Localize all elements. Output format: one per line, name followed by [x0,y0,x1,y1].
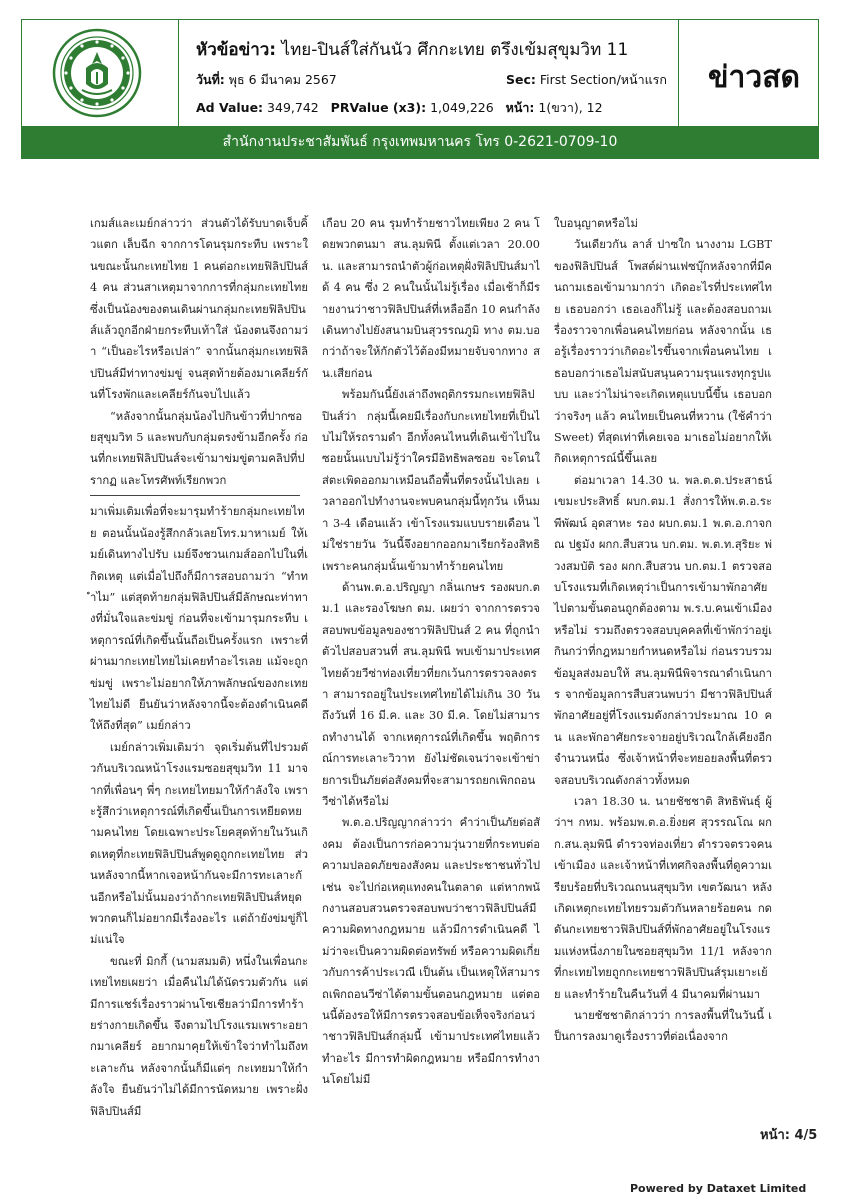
headline [196,36,628,63]
page-number-value: 4/5 [794,1128,818,1143]
section-value: First Section/หน้าแรก [539,72,667,87]
headline-text: ไทย-ปินส์ใส่กันนัว ศึกกะเทย ตรึงเข้มสุขุมวิท 11 [281,40,629,60]
pr-value-label: PRValue (x3): [330,100,427,115]
ad-value-label: Ad Value: [196,100,264,115]
header-divider-right [678,20,679,128]
paragraph: ด้านพ.ต.อ.ปริญญา กลิ่นเกษร รองผบก.ตม.1 และรองโฆษก ตม. เผยว่า จากการตรวจสอบพบข้อมูลของชาวฟิลิปปินส์ 2 คน ที่ถูกนำตัวไปสอบสวนที่ สน.ลุมพินี พบเข้ามาประเทศไทยด้วยวีซ่าท่องเที่ยวที่ยกเว้นการตรวจลงตรา สามารถอยู่ในประเทศไทยได้ไม่เกิน 30 วัน ถึงวันที่ 16 มี.ค. และ 30 มี.ค. โดยไม่สามารถทำงานได้ จากเหตุการณ์ที่เกิดขึ้น พฤติการณ์การทะเลาะวิวาท ยังไม่ชัดเจนว่าจะเข้าข่ายการเป็นภัยต่อสังคมที่จะสามารถยกเพิกถอนวีซ่าได้หรือไม่ [322,580,540,808]
paragraph: พ.ต.อ.ปริญญากล่าวว่า คำว่าเป็นภัยต่อสังคม ต้องเป็นการก่อความวุ่นวายที่กระทบต่อความปลอดภัยของสังคม และประชาชนทั่วไป เช่น จะไปก่อเหตุแทงคนในตลาด แต่หากพนักงานสอบสวนตรวจสอบพบว่าชาวฟิลิปปินส์มีความผิดทางกฎหมาย แล้วมีการดำเนินคดี ไม่ว่าจะเป็นความผิดต่อทรัพย์ หรือความผิดเกี่ยวกับการค้าประเวณี เป็นต้น เป็นเหตุให้สามารถเพิกถอนวีซ่าได้ตามขั้นตอนกฎหมาย แต่ตอนนี้ต้องรอให้มีการตรวจสอบข้อเท็จจริงก่อนว่าชาวฟิลิปปินส์กลุ่มนี้ เข้ามาประเทศไทยแล้วทำอะไร มีการทำผิดกฎหมาย หรือมีการทำงานโดยไม่มี [322,816,540,1087]
paragraph: มาเพิ่มเติมเพื่อที่จะมารุมทำร้ายกลุ่มกะเทยไทย ตอนนั้นน้องรู้สึกกลัวเลยโทร.มาหาเมย์ ให้เมย์เดินทางไปรับ เมย์จึงชวนเกมส์ออกไปในที่เกิดเหตุ แต่เมื่อไปถึงก็มีการสอบถามว่า “ทำทำไม” แต่สุดท้ายกลุ่มฟิลิปปินส์มีลักษณะท่าทางที่มั่นใจและข่มขู่ ก่อนที่จะเข้ามารุมกระทืบ เหตุการณ์ที่เกิดขึ้นนั้นถือเป็นครั้งแรก เพราะที่ผ่านมากะเทยไทยไม่เคยทำอะไรเลย แม้จะถูกข่มขู่ เพราะไม่อยากให้ภาพลักษณ์ของกะเทยไทยไม่ดี ยืนยันว่าหลังจากนี้จะต้องดำเนินคดีให้ถึงที่สุด” เมย์กล่าว [90,505,308,733]
date-value: พุธ 6 มีนาคม 2567 [228,72,337,87]
page-label: หน้า: [505,100,535,115]
paragraph: เกือบ 20 คน รุมทำร้ายชาวไทยเพียง 2 คน โดยพวกตนมา สน.ลุมพินี ตั้งแต่เวลา 20.00 น. และสามารถนำตัวผู้ก่อเหตุฝั่งฟิลิปปินส์มาได้ 4 คน ซึ่ง 2 คนในนั้นไม่รู้เรื่อง เมื่อเช้าก็มีรายงานว่าชาวฟิลิปปินส์ที่เหลืออีก 10 คนกำลังเดินทางไปยังสนามบินสุวรรณภูมิ ทาง ตม.บอกว่าถ้าจะให้กักตัวไว้ต้องมีหมายจับจากทาง สน.เสียก่อน [322,217,541,380]
bangkok-seal-icon [52,28,142,118]
paragraph: ขณะที่ มิกกี้ (นามสมมติ) หนึ่งในเพื่อนกะเทยไทยเผยว่า เมื่อคืนไม่ได้นัดรวมตัวกัน แต่มีการแชร์เรื่องราวผ่านโซเชียลว่ามีการทำร้ายร่างกายเกิดขึ้น จึงตามไปโรงแรมเพราะอยากมาเคลียร์ อยากมาคุยให้เข้าใจว่าทำไมถึงทะเลาะกัน หลังจากนั้นก็มีแต่ๆ กะเทยมาให้กำลังใจ ยืนยันว่าไม่ได้มีการนัดหมาย เพราะฝั่งฟิลิปปินส์มี [90,954,308,1118]
paragraph: วันเดียวกัน ลาส์ ปาซใก นางงาม LGBT ของฟิลิปปินส์ โพสต์ผ่านเฟซบุ๊กหลังจากที่มีคนถามเธอเข้ามามากว่า เกิดอะไรที่ประเทศไทย เธอบอกว่า เธอเองก็ไม่รู้ และต้องสอบถามเรื่องราวจากเพื่อนคนไทยก่อน หลังจากนั้น เธอรู้เรื่องราวว่าเกิดอะไรขึ้นจากเพื่อนคนไทย เธอบอกว่าเธอไม่สนับสนุนความรุนแรงทุกรูปแบบ และว่าไม่น่าจะเกิดเหตุแบบนี้ขึ้น เธอบอกว่าจริงๆ แล้ว คนไทยเป็นคนที่หวาน (ใช้คำว่า Sweet) ที่สุดเท่าที่เคยเจอ มาเธอไม่อยากให้เกิดเหตุการณ์นี้ขึ้นเลย [554,238,772,466]
article-body [90,213,790,1118]
page-value: 1(ขวา), 12 [538,100,603,115]
clipping-header [21,19,819,159]
date-row [196,70,337,90]
paragraph: นายชัชชาติกล่าวว่า การลงพื้นที่ในวันนี้ เป็นการลงมาดูเรื่องราวที่ต่อเนื่องจาก [554,1009,772,1044]
headline-label: หัวข้อข่าว: [196,40,277,60]
date-label: วันที่: [196,72,225,87]
page-number-label: หน้า: [760,1128,790,1143]
section-row [506,70,667,90]
pr-value: 1,049,226 [430,100,494,115]
article-column-1 [90,213,308,1118]
paragraph: “หลังจากนั้นกลุ่มน้องไปกินข้าวที่ปากซอยสุขุมวิท 5 และพบกับกลุ่มตรงข้ามอีกครั้ง ก่อนที่กะเทยฟิลิปปินส์จะเข้ามาข่มขู่ตามคลิปที่ปรากฏ และโทรศัพท์เรียกพวก [90,409,308,487]
page-number [760,1124,817,1145]
article-column-3 [554,213,772,1106]
ad-value: 349,742 [267,100,319,115]
paragraph: ต่อมาเวลา 14.30 น. พล.ต.ต.ประสาธน์ เขมะประสิทธิ์ ผบก.ตม.1 สั่งการให้พ.ต.อ.ระพีพัฒน์ อุดสาหะ รอง ผบก.ตม.1 พ.ต.อ.กาจกณ ปฐมัง ผกก.สืบสวน บก.ตม. พ.ต.ท.สุริยะ พ่วงสมบัติ รอง ผกก.สืบสวน บก.ตม.1 ตรวจสอบโรงแรมที่เกิดเหตุว่าเป็นการเข้ามาพักอาศัยไปตามขั้นตอนถูกต้องตาม พ.ร.บ.คนเข้าเมืองหรือไม่ รวมถึงตรวจสอบบุคคลที่เข้าพักว่าอยู่เกินกว่าที่กฎหมายกำหนดหรือไม่ ก่อนรวบรวมข้อมูลส่งมอบให้ สน.ลุมพินีพิจารณาดำเนินการ จากข้อมูลการสืบสวนพบว่า มีชาวฟิลิปปินส์พักอาศัยอยู่ที่โรงแรมดังกล่าวประมาณ 10 คน และพักอาศัยกระจายอยู่บริเวณใกล้เคียงอีกจำนวนหนึ่ง ซึ่งเจ้าหน้าที่จะทยอยลงพื้นที่ตรวจสอบบริเวณดังกล่าวทั้งหมด [554,473,772,787]
publication-logo: ข่าวสด [708,60,800,95]
header-divider-left [178,20,179,128]
value-row [196,98,603,118]
paragraph: เมย์กล่าวเพิ่มเติมว่า จุดเริ่มต้นที่ไปรวมตัวกันบริเวณหน้าโรงแรมซอยสุขุมวิท 11 มาจากที่เพื่อนๆ พี่ๆ กะเทยไทยมาให้กำลังใจ เพราะรู้สึกว่าเหตุการณ์ที่เกิดขึ้นเป็นการเหยียดหยามคนไทย โดยเฉพาะประโยคสุดท้ายในวันเกิดเหตุที่กะเทยฟิลิปปินส์พูดดูถูกกะเทยไทย ส่วนหลังจากนี้หากเจอหน้ากันจะมีการทะเลาะกันอีกหรือไม่นั้นมองว่าถ้ากะเทยฟิลิปปินส์หยุด พวกตนก็ไม่อยากมีเรื่องอะไร แต่ถ้ายังข่มขู่ก็ไม่แน่ใจ [90,740,308,947]
section-label: Sec: [506,72,536,87]
paragraph: ใบอนุญาตหรือไม่ [554,217,638,230]
paragraph: เวลา 18.30 น. นายชัชชาติ สิทธิพันธุ์ ผู้ว่าฯ กทม. พร้อมพ.ต.อ.ยิ่งยศ สุวรรณโณ ผกก.สน.ลุมพินี ตำรวจท่องเที่ยว ตำรวจตรวจคนเข้าเมือง และเจ้าหน้าที่เทศกิจลงพื้นที่ดูความเรียบร้อยที่บริเวณถนนสุขุมวิท เขตวัฒนา หลังเกิดเหตุกะเทยไทยรวมตัวกันหลายร้อยคน กดดันกะเทยชาวฟิลิปปินส์ที่พักอาศัยอยู่ในโรงแรมแห่งหนึ่งภายในซอยสุขุมวิท 11/1 หลังจากที่กะเทยไทยถูกกะเทยชาวฟิลิปปินส์รุมเยาะเย้ย และทำร้ายในคืนวันที่ 4 มีนาคมที่ผ่านมา [554,794,772,1001]
column-rule [90,495,300,496]
paragraph: เกมส์และเมย์กล่าวว่า ส่วนตัวได้รับบาดเจ็บคิ้วแตก เล็บฉีก จากการโดนรุมกระทืบ เพราะในขณะนั้นกะเทยไทย 1 คนต่อกะเทยฟิลิปปินส์ 4 คน ส่วนสาเหตุมาจากการที่กลุ่มกะเทยไทยซึ่งเป็นน้องของตนเดินผ่านกลุ่มกะเทยฟิลิปปินส์แล้วถูกอีกฝ่ายกระทืบเท้าใส่ น้องตนจึงถามว่า “เป็นอะไรหรือเปล่า” จากนั้นกลุ่มกะเทยฟิลิปปินส์มีท่าทางข่มขู่ จนสุดท้ายต้องมาเคลียร์กันที่โรงพักและเคลียร์กันจบไปแล้ว [90,217,308,402]
powered-by: Powered by Dataxet Limited [630,1182,807,1195]
paragraph: พร้อมกันนี้ยังเล่าถึงพฤติกรรมกะเทยฟิลิปปินส์ว่า กลุ่มนี้เคยมีเรื่องกับกะเทยไทยที่เป็นไบไม่ให้รถรามดำ อีกทั้งคนไหนที่เดินเข้าไปในซอยนั้นแบบไม่รู้ว่าใครมีอิทธิพลซอย จะโดนใส่ตะเพิดออกมาเหมือนถือพื้นที่ตรงนั้นไปเลย เวลาออกไปทำงานจะพบคนกลุ่มนี้ทุกวัน เห็นมา 3-4 เดือนแล้ว เข้าโรงแรมแบบรายเดือน ไม่ใช่รายวัน วันนี้จึงอยากออกมาเรียกร้องสิทธิเพราะคนกลุ่มนั้นเข้ามาทำร้ายคนไทย [322,388,540,573]
article-column-2 [322,213,540,1106]
column-break [90,491,308,501]
pr-office-banner: สำนักงานประชาสัมพันธ์ กรุงเทพมหานคร โทร 0-2621-0709-10 [22,126,818,158]
